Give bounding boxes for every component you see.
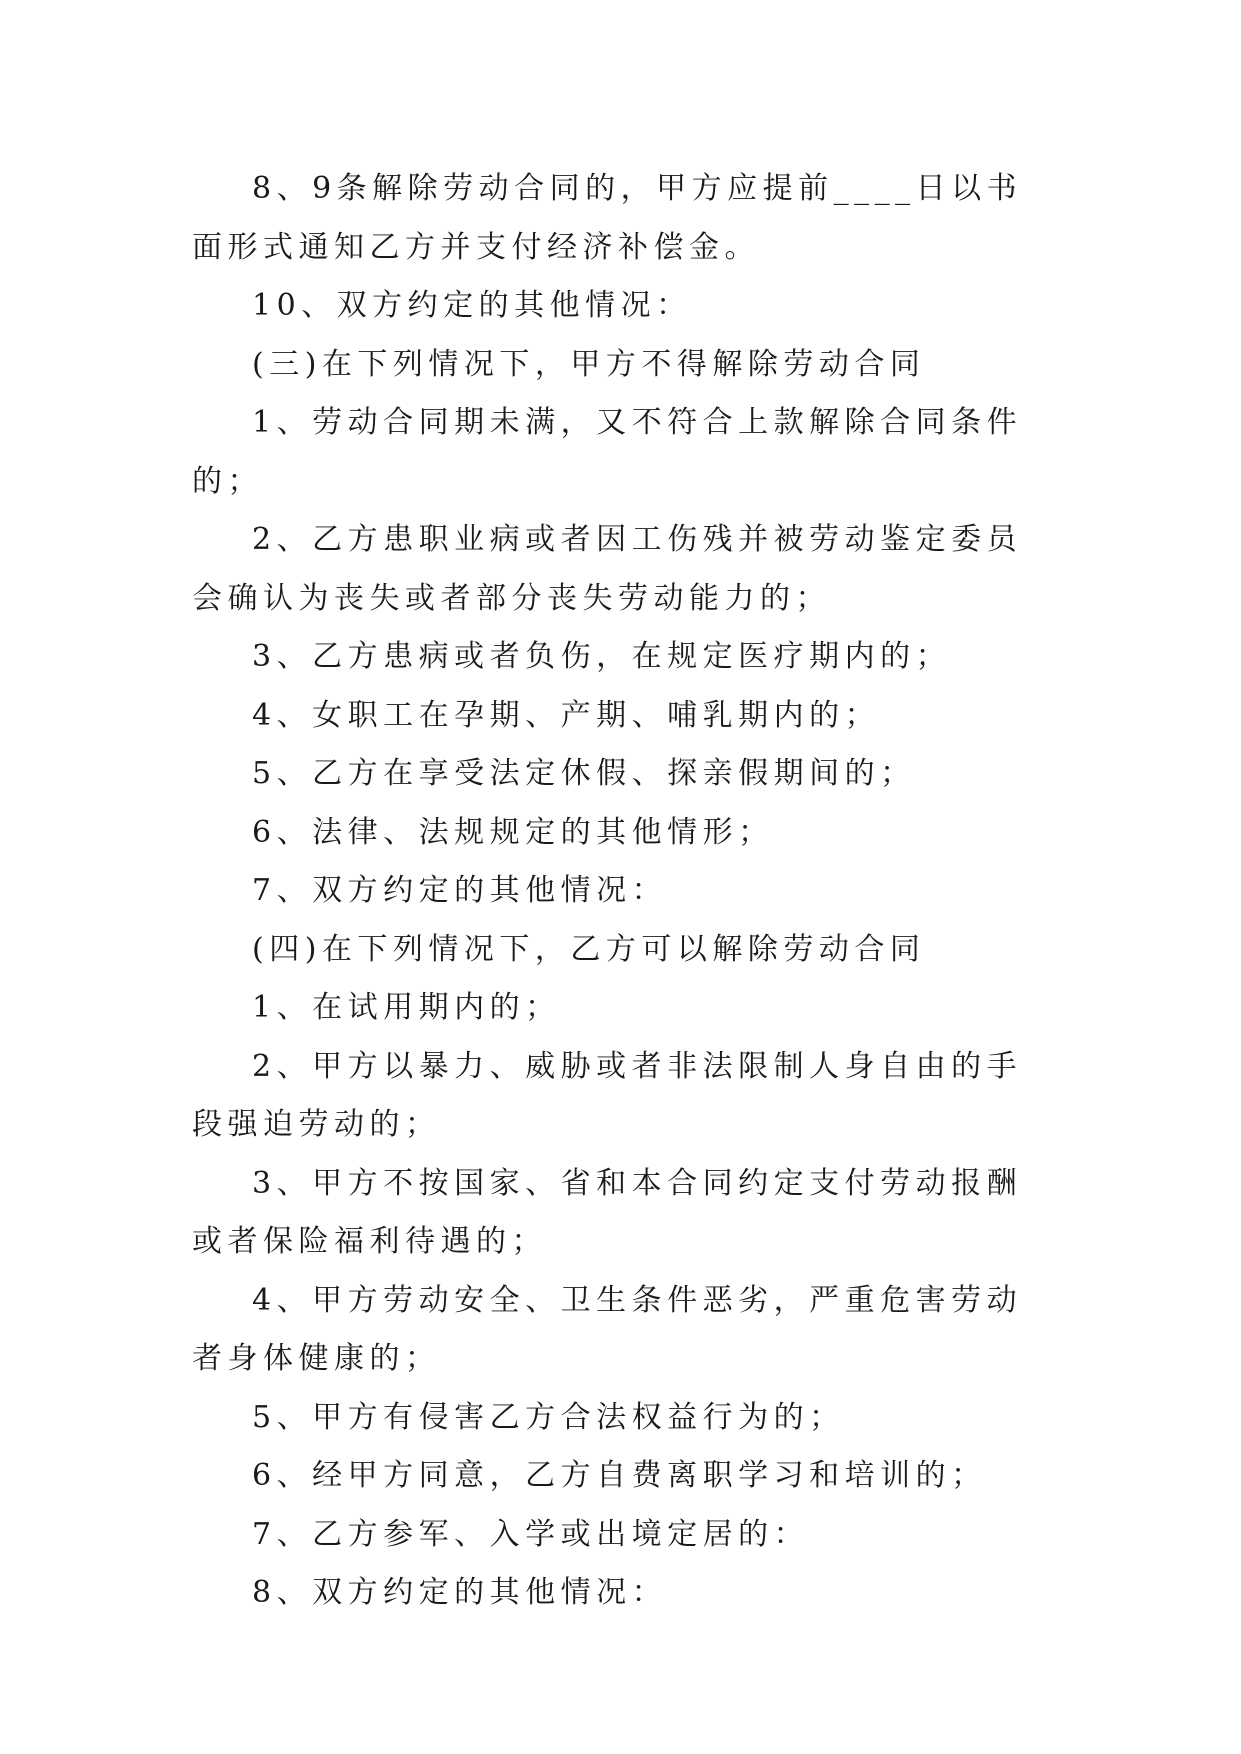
paragraph: 7、双方约定的其他情况： bbox=[252, 873, 668, 908]
paragraph: 4、女职工在孕期、产期、哺乳期内的； bbox=[252, 697, 881, 733]
section-heading: (三)在下列情况下，甲方不得解除劳动合同 bbox=[252, 346, 926, 382]
paragraph: 8、9条解除劳动合同的，甲方应提前____日以书面形式通知乙方并支付经济补偿金。 bbox=[192, 171, 1023, 265]
document-body bbox=[192, 160, 1054, 1623]
paragraph: 8、双方约定的其他情况： bbox=[252, 1575, 668, 1610]
paragraph: 5、甲方有侵害乙方合法权益行为的； bbox=[252, 1399, 845, 1435]
paragraph: 1、在试用期内的； bbox=[252, 990, 561, 1025]
section-heading: (四)在下列情况下，乙方可以解除劳动合同 bbox=[252, 931, 926, 967]
paragraph: 5、乙方在享受法定休假、探亲假期间的； bbox=[252, 756, 916, 791]
paragraph: 2、乙方患职业病或者因工伤残并被劳动鉴定委员会确认为丧失或者部分丧失劳动能力的； bbox=[192, 522, 1023, 616]
paragraph: 6、法律、法规规定的其他情形； bbox=[252, 814, 774, 850]
paragraph: 3、乙方患病或者负伤，在规定医疗期内的； bbox=[252, 639, 952, 674]
paragraph: 6、经甲方同意，乙方自费离职学习和培训的； bbox=[252, 1458, 987, 1493]
paragraph: 10、双方约定的其他情况： bbox=[252, 288, 692, 323]
paragraph: 7、乙方参军、入学或出境定居的： bbox=[252, 1516, 810, 1552]
paragraph: 2、甲方以暴力、威胁或者非法限制人身自由的手段强迫劳动的； bbox=[192, 1048, 1023, 1142]
paragraph: 4、甲方劳动安全、卫生条件恶劣，严重危害劳动者身体健康的； bbox=[192, 1282, 1023, 1376]
paragraph: 3、甲方不按国家、省和本合同约定支付劳动报酬或者保险福利待遇的； bbox=[192, 1165, 1023, 1259]
paragraph: 1、劳动合同期未满，又不符合上款解除合同条件的； bbox=[192, 405, 1023, 499]
